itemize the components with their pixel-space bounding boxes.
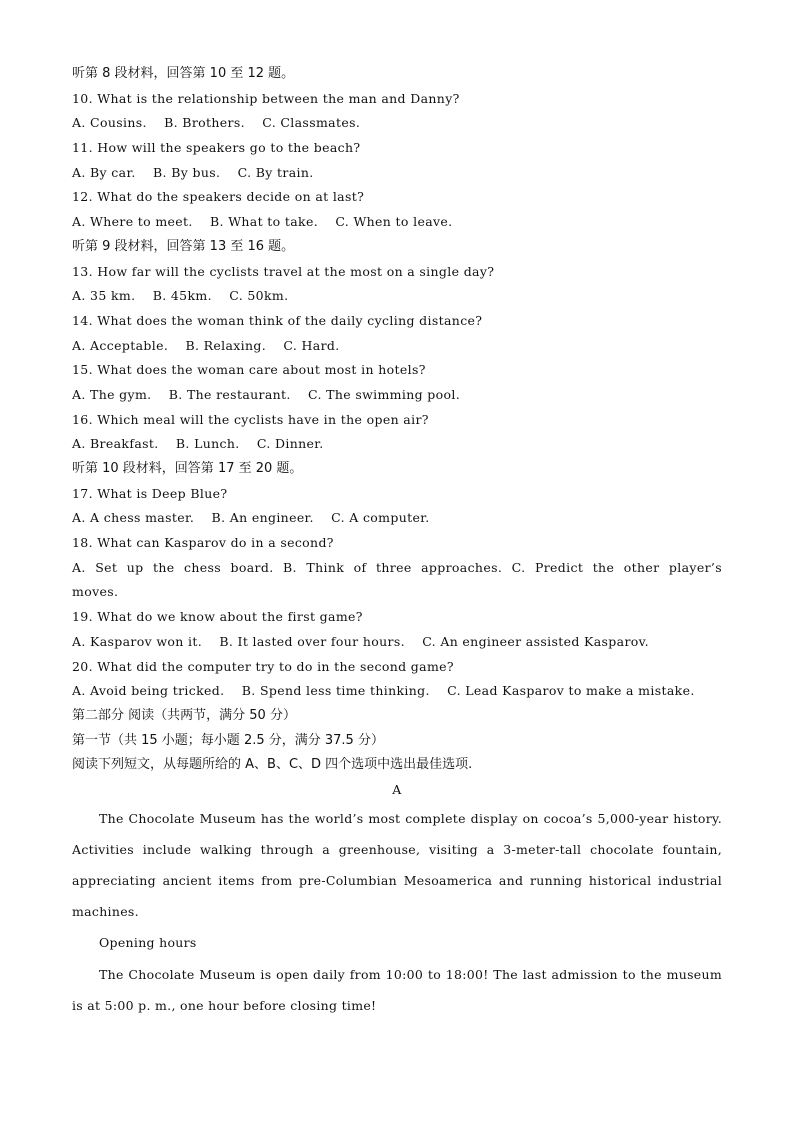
question-19: 19. What do we know about the first game? (72, 609, 363, 625)
options-19: A. Kasparov won it. B. It lasted over four hours. C. An engineer assisted Kasparov. (72, 633, 649, 649)
passage-paragraph: The Chocolate Museum has the world’s most complete display on cocoa’s 5,000-year history. Activities include walking through a greenhouse, visiting a 3-meter-tall chocolate fountain, appreciating ancient items from pre-Columbian Mesoamerica and running historical industrial machines. (72, 810, 722, 920)
question-13: 13. How far will the cyclists travel at the most on a single day? (72, 263, 495, 279)
question-17: 17. What is Deep Blue? (72, 485, 228, 501)
options-16: A. Breakfast. B. Lunch. C. Dinner. (72, 436, 324, 452)
question-18: 18. What can Kasparov do in a second? (72, 535, 334, 551)
section-header: 听第 9 段材料，回答第 13 至 16 题。 (72, 238, 295, 254)
question-16: 16. Which meal will the cyclists have in the open air? (72, 411, 429, 427)
section-header: 听第 10 段材料，回答第 17 至 20 题。 (72, 461, 303, 476)
section-title: 第一节（共 15 小题；每小题 2.5 分，满分 37.5 分） (72, 732, 384, 748)
options-12: A. Where to meet. B. What to take. C. When to leave. (72, 214, 453, 230)
question-11: 11. How will the speakers go to the beach? (72, 140, 361, 156)
question-20: 20. What did the computer try to do in the second game? (72, 658, 454, 674)
options-17: A. A chess master. B. An engineer. C. A computer. (72, 510, 430, 526)
options-20: A. Avoid being tricked. B. Spend less time thinking. C. Lead Kasparov to make a mistake. (72, 683, 695, 699)
options-18: A. Set up the chess board. B. Think of three approaches. C. Predict the other player’s (72, 559, 722, 575)
exam-page (72, 62, 722, 1021)
reading-instruction: 阅读下列短文，从每题所给的 A、B、C、D 四个选项中选出最佳选项. (72, 757, 473, 773)
options-18-continued: moves. (72, 584, 119, 600)
options-15: A. The gym. B. The restaurant. C. The swimming pool. (72, 386, 461, 402)
question-15: 15. What does the woman care about most in hotels? (72, 362, 426, 378)
options-10: A. Cousins. B. Brothers. C. Classmates. (72, 115, 361, 131)
passage-paragraph: The Chocolate Museum is open daily from 10:00 to 18:00! The last admission to the museum is at 5:00 p. m., one hour before closing time! (72, 966, 722, 1013)
question-14: 14. What does the woman think of the daily cycling distance? (72, 312, 483, 328)
part-title: 第二部分 阅读（共两节，满分 50 分） (72, 707, 296, 723)
section-header: 听第 8 段材料，回答第 10 至 12 题。 (72, 66, 295, 81)
options-13: A. 35 km. B. 45km. C. 50km. (72, 288, 289, 304)
passage-label: A (392, 781, 402, 797)
passage-subheading: Opening hours (99, 935, 197, 951)
question-10: 10. What is the relationship between the man and Danny? (72, 90, 460, 106)
question-12: 12. What do the speakers decide on at last? (72, 189, 365, 205)
options-14: A. Acceptable. B. Relaxing. C. Hard. (72, 337, 340, 353)
options-11: A. By car. B. By bus. C. By train. (72, 164, 314, 180)
